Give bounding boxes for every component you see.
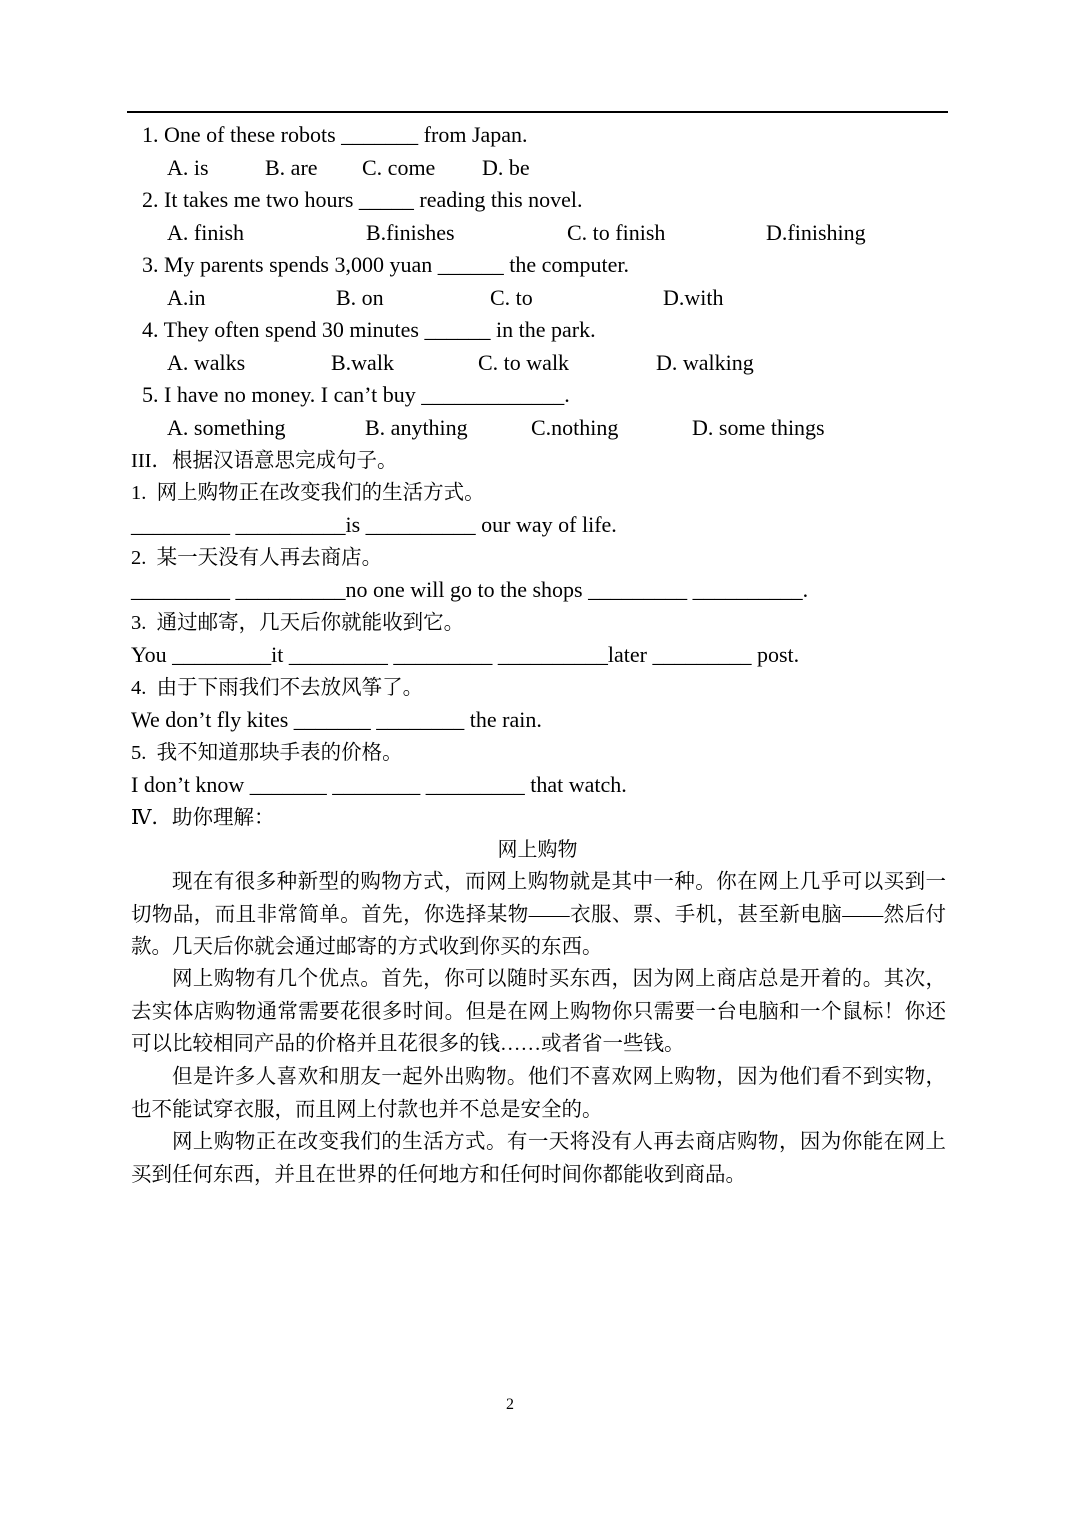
- question-4-option-c: C. to walk: [478, 350, 570, 375]
- page-number: 2: [506, 1396, 514, 1413]
- section-4-heading: Ⅳ．助你理解：: [131, 807, 275, 829]
- question-3-option-b: B. on: [336, 285, 384, 310]
- question-2-option-c: C. to finish: [567, 220, 666, 245]
- translation-4-chinese: 4. 由于下雨我们不去放风筝了。: [131, 677, 424, 699]
- question-3-option-d: D.with: [663, 285, 724, 310]
- translation-1-english: _________ __________is __________ our way of life.: [131, 512, 617, 537]
- translation-3-english: You _________it _________ _________ __________later _________ post.: [131, 642, 800, 667]
- translation-4-english: We don’t fly kites _______ ________ the rain.: [131, 707, 542, 732]
- question-3-stem: 3. My parents spends 3,000 yuan ______ the computer.: [142, 252, 629, 277]
- header-rule: [127, 111, 948, 113]
- reading-paragraph-3: 但是许多人喜欢和朋友一起外出购物。他们不喜欢网上购物，因为他们看不到实物，也不能试穿衣服，而且网上付款也并不总是安全的。: [131, 1066, 946, 1121]
- reading-paragraph-1: 现在有很多种新型的购物方式，而网上购物就是其中一种。你在网上几乎可以买到一切物品，而且非常简单。首先，你选择某物——衣服、票、手机，甚至新电脑——然后付款。几天后你就会通过邮寄的方式收到你买的东西。: [131, 871, 946, 958]
- question-1-option-d: D. be: [482, 155, 530, 180]
- question-5-option-b: B. anything: [365, 415, 468, 440]
- translation-5-english: I don’t know _______ ________ _________ that watch.: [131, 772, 627, 797]
- reading-paragraph-2: 网上购物有几个优点。首先，你可以随时买东西，因为网上商店总是开着的。其次，去实体店购物通常需要花很多时间。但是在网上购物你只需要一台电脑和一个鼠标！你还可以比较相同产品的价格并且花很多的钱……或者省一些钱。: [131, 968, 946, 1055]
- question-2-option-b: B.finishes: [366, 220, 455, 245]
- translation-5-chinese: 5. 我不知道那块手表的价格。: [131, 742, 403, 764]
- question-5-option-c: C.nothing: [531, 415, 619, 440]
- question-4-option-b: B.walk: [331, 350, 394, 375]
- question-2-option-d: D.finishing: [766, 220, 866, 245]
- question-2-stem: 2. It takes me two hours _____ reading this novel.: [142, 187, 583, 212]
- section-3-heading: III．根据汉语意思完成句子。: [131, 450, 398, 472]
- translation-3-chinese: 3. 通过邮寄，几天后你就能收到它。: [131, 612, 465, 634]
- question-1-stem: 1. One of these robots _______ from Japan.: [142, 122, 528, 147]
- reading-title: 网上购物: [497, 839, 578, 861]
- translation-2-english: _________ __________no one will go to the shops _________ __________.: [131, 577, 809, 602]
- question-1-option-b: B. are: [265, 155, 318, 180]
- reading-paragraph-4: 网上购物正在改变我们的生活方式。有一天将没有人再去商店购物，因为你能在网上买到任何东西，并且在世界的任何地方和任何时间你都能收到商品。: [131, 1131, 946, 1186]
- question-5-option-a: A. something: [167, 415, 286, 440]
- question-5-stem: 5. I have no money. I can’t buy _____________.: [142, 382, 570, 407]
- question-4-option-d: D. walking: [656, 350, 754, 375]
- translation-2-chinese: 2. 某一天没有人再去商店。: [131, 547, 383, 569]
- question-5-option-d: D. some things: [692, 415, 825, 440]
- question-2-option-a: A. finish: [167, 220, 244, 245]
- question-4-option-a: A. walks: [167, 350, 246, 375]
- question-1-option-c: C. come: [362, 155, 436, 180]
- question-3-option-a: A.in: [167, 285, 206, 310]
- question-3-option-c: C. to: [490, 285, 533, 310]
- translation-1-chinese: 1. 网上购物正在改变我们的生活方式。: [131, 482, 485, 504]
- question-1-option-a: A. is: [167, 155, 209, 180]
- question-4-stem: 4. They often spend 30 minutes ______ in the park.: [142, 317, 596, 342]
